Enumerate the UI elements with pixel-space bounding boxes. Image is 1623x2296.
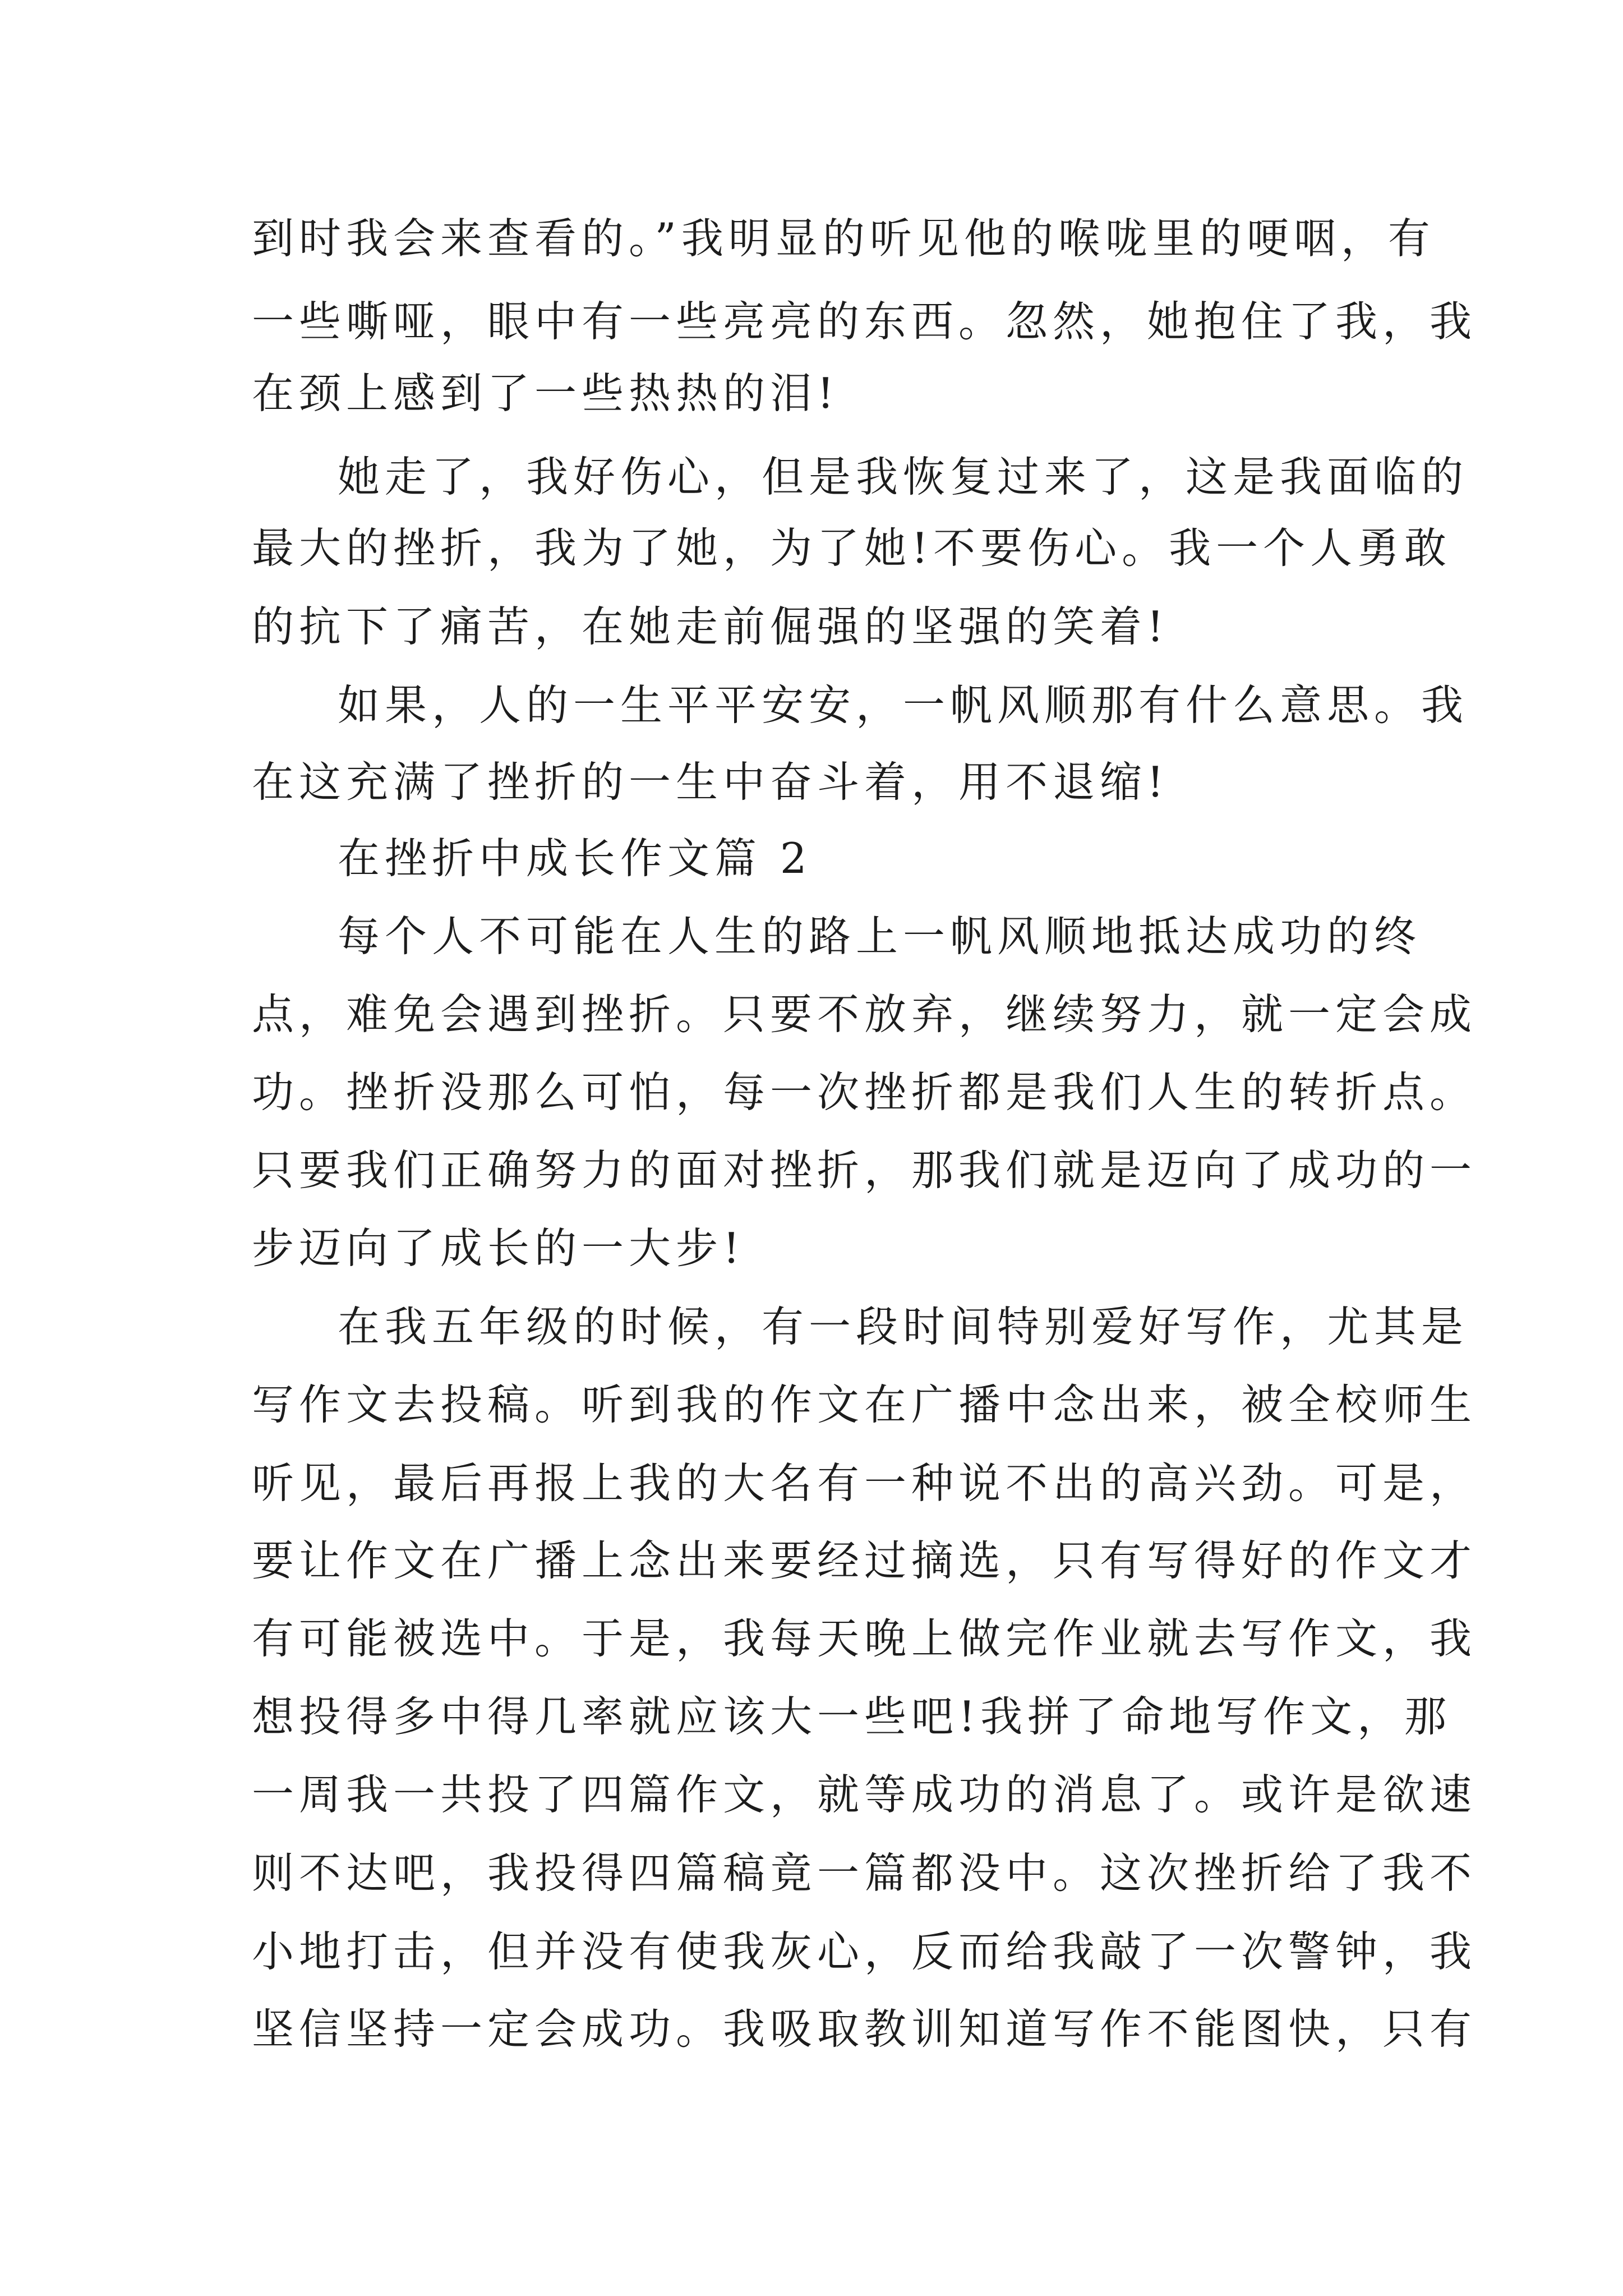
paragraph-first-line: 在我五年级的时候，有一段时间特别爱好写作，尤其是 <box>338 1302 1469 1351</box>
paragraph-line: 在颈上感到了一些热热的泪! <box>252 369 840 418</box>
paragraph-line: 步迈向了成长的一大步! <box>252 1223 745 1273</box>
paragraph-line: 小地打击，但并没有使我灰心，反而给我敲了一次警钟，我 <box>252 1927 1477 1976</box>
paragraph-line: 写作文去投稿。听到我的作文在广播中念出来，被全校师生 <box>252 1380 1477 1429</box>
paragraph-first-line: 如果，人的一生平平安安，一帆风顺那有什么意思。我 <box>338 680 1469 730</box>
paragraph-line: 在这充满了挫折的一生中奋斗着，用不退缩! <box>252 757 1169 807</box>
paragraph-line: 有可能被选中。于是，我每天晚上做完作业就去写作文，我 <box>252 1614 1477 1663</box>
paragraph-line: 点，难免会遇到挫折。只要不放弃，继续努力，就一定会成 <box>252 990 1477 1039</box>
paragraph-line: 只要我们正确努力的面对挫折，那我们就是迈向了成功的一 <box>252 1145 1477 1195</box>
paragraph-line: 要让作文在广播上念出来要经过摘选，只有写得好的作文才 <box>252 1536 1477 1585</box>
paragraph-first-line: 她走了，我好伤心，但是我恢复过来了，这是我面临的 <box>338 452 1469 501</box>
paragraph-line: 听见，最后再报上我的大名有一种说不出的高兴劲。可是， <box>252 1458 1477 1508</box>
paragraph-line: 想投得多中得几率就应该大一些吧!我拼了命地写作文，那 <box>252 1692 1452 1741</box>
paragraph-line: 则不达吧，我投得四篇稿竟一篇都没中。这次挫折给了我不 <box>252 1848 1477 1898</box>
paragraph-line: 一些嘶哑，眼中有一些亮亮的东西。忽然，她抱住了我，我 <box>252 297 1477 346</box>
paragraph-line: 功。挫折没那么可怕，每一次挫折都是我们人生的转折点。 <box>252 1068 1477 1117</box>
paragraph-line: 坚信坚持一定会成功。我吸取教训知道写作不能图快，只有 <box>252 2004 1477 2054</box>
paragraph-line: 最大的挫折，我为了她，为了她!不要伤心。我一个人勇敢 <box>252 523 1452 573</box>
paragraph-first-line: 每个人不可能在人生的路上一帆风顺地抵达成功的终 <box>338 912 1422 961</box>
paragraph-line: 的抗下了痛苦，在她走前倔强的坚强的笑着! <box>252 602 1169 651</box>
paragraph-line: 一周我一共投了四篇作文，就等成功的消息了。或许是欲速 <box>252 1770 1477 1819</box>
section-heading: 在挫折中成长作文篇 2 <box>338 834 812 883</box>
paragraph-line: 到时我会来查看的。”我明显的听见他的喉咙里的哽咽，有 <box>252 214 1435 263</box>
